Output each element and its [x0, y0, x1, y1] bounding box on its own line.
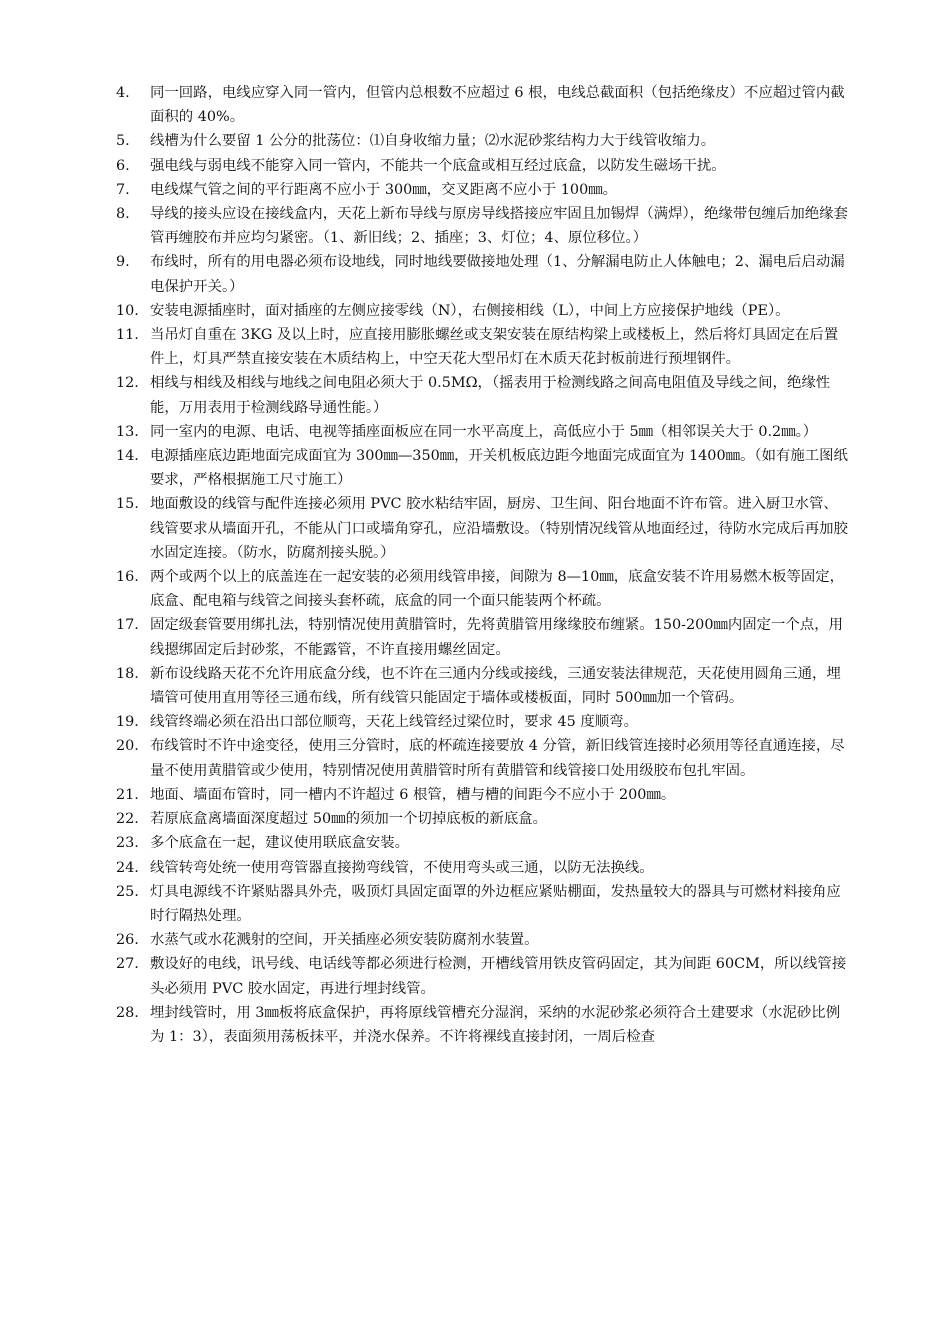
item-number: 20. [116, 738, 139, 755]
list-item [116, 323, 851, 371]
item-text: 多个底盒在一起，建议使用联底盒安装。 [150, 835, 410, 852]
list-item [116, 952, 851, 1000]
item-text: 敷设好的电线，讯号线、电话线等都必须进行检测，开槽线管用铁皮管码固定，其为间距 60CM，所以线管接头必须用 PVC 胶水固定，再进行埋封线管。 [150, 956, 847, 997]
item-number: 16. [116, 569, 139, 586]
list-item [116, 613, 851, 661]
item-text: 线管终端必须在沿出口部位顺弯，天花上线管经过梁位时，要求 45 度顺弯。 [150, 714, 638, 731]
item-number: 23. [116, 835, 139, 852]
list-item [116, 444, 851, 492]
item-number: 22. [116, 811, 139, 828]
item-number: 7. [116, 181, 130, 198]
list-item [116, 710, 851, 734]
item-text: 电源插座底边距地面完成面宜为 300㎜—350㎜，开关机板底边距今地面完成面宜为 1400㎜。（如有施工图纸要求，严格根据施工尺寸施工） [150, 448, 848, 489]
item-number: 15. [116, 496, 139, 513]
list-item [116, 492, 851, 565]
list-item [116, 371, 851, 419]
item-number: 10. [116, 302, 139, 319]
item-text: 灯具电源线不许紧贴器具外壳，吸顶灯具固定面罩的外边框应紧贴棚面，发热量较大的器具与可燃材料接角应时行隔热处理。 [150, 883, 841, 924]
list-item [116, 662, 851, 710]
item-text: 相线与相线及相线与地线之间电阻必须大于 0.5MΩ，（摇表用于检测线路之间高电阻值及导线之间，绝缘性能，万用表用于检测线路导通性能。） [150, 375, 831, 416]
list-item [116, 129, 851, 153]
item-text: 两个或两个以上的底盖连在一起安装的必须用线管串接，间隙为 8—10㎜，底盒安装不许用易燃木板等固定，底盒、配电箱与线管之间接头套杯疏，底盒的同一个面只能装两个杯疏。 [150, 569, 845, 610]
item-number: 6. [116, 157, 130, 174]
item-text: 固定级套管要用绑扎法，特别情况使用黄腊管时，先将黄腊管用缘缘胶布缠紧。150-200㎜内固定一个点，用线摁绑固定后封砂浆，不能露管，不许直接用螺丝固定。 [150, 617, 843, 658]
item-number: 13. [116, 423, 139, 440]
item-text: 布线管时不许中途变径，使用三分管时，底的杯疏连接要放 4 分管，新旧线管连接时必须用等径直通连接，尽量不使用黄腊管或少使用，特别情况使用黄腊管时所有黄腊管和线管接口处用级胶布包扎牢固。 [150, 738, 845, 779]
item-number: 21. [116, 786, 139, 803]
list-item [116, 299, 851, 323]
item-text: 地面敷设的线管与配件连接必须用 PVC 胶水粘结牢固，厨房、卫生间、阳台地面不许布管。进入厨卫水管、线管要求从墙面开孔，不能从门口或墙角穿孔，应沿墙敷设。（特别情况线管从地面经过，待防水完成后再加胶水固定连接。（防水，防腐剂接头脱。） [150, 496, 848, 561]
list-item [116, 420, 851, 444]
item-text: 水蒸气或水花溅射的空间，开关插座必须安装防腐剂水装置。 [150, 932, 539, 949]
item-text: 安装电源插座时，面对插座的左侧应接零线（N），右侧接相线（L），中间上方应接保护地线（PE）。 [150, 302, 790, 319]
item-text: 线槽为什么要留 1 公分的批荡位：⑴自身收缩力量；⑵水泥砂浆结构力大于线管收缩力。 [150, 133, 716, 150]
item-text: 线管转弯处统一使用弯管器直接拗弯线管，不使用弯头或三通，以防无法换线。 [150, 859, 654, 876]
list-item [116, 250, 851, 298]
list-item [116, 202, 851, 250]
item-text: 电线煤气管之间的平行距离不应小于 300㎜，交叉距离不应小于 100㎜。 [150, 181, 618, 198]
list-item [116, 928, 851, 952]
item-number: 4. [116, 85, 130, 101]
list-item [116, 154, 851, 178]
list-item [116, 856, 851, 880]
list-item [116, 178, 851, 202]
item-number: 25. [116, 883, 139, 900]
item-number: 5. [116, 133, 130, 150]
item-text: 同一室内的电源、电话、电视等插座面板应在同一水平高度上，高低应小于 5㎜（相邻误关大于 0.2㎜。） [150, 423, 818, 440]
list-item [116, 1001, 851, 1049]
item-text: 布线时，所有的用电器必须布设地线，同时地线要做接地处理（1、分解漏电防止人体触电；2、漏电后启动漏电保护开关。） [150, 254, 845, 295]
item-text: 新布设线路天花不允许用底盒分线，也不许在三通内分线或接线，三通安装法律规范，天花使用圆角三通，埋墙管可使用直用等径三通布线，所有线管只能固定于墙体或楼板面，同时 500㎜加一个管码。 [150, 665, 841, 707]
item-number: 14. [116, 448, 139, 465]
item-number: 24. [116, 859, 139, 876]
item-text: 同一回路，电线应穿入同一管内，但管内总根数不应超过 6 根，电线总截面积（包括绝缘皮）不应超过管内截面积的 40%。 [150, 85, 845, 126]
list-item [116, 81, 851, 129]
item-number: 17. [116, 617, 139, 634]
item-text: 埋封线管时，用 3㎜板将底盒保护，再将原线管槽充分湿润，采纳的水泥砂浆必须符合土建要求（水泥砂比例为 1：3），表面须用荡板抹平，并浇水保养。不许将裸线直接封闭，一周后检查 [150, 1004, 841, 1045]
list-item [116, 831, 851, 855]
item-text: 若原底盒离墙面深度超过 50㎜的须加一个切掉底板的新底盒。 [150, 811, 548, 828]
item-number: 28. [116, 1004, 139, 1021]
item-number: 27. [116, 956, 139, 973]
item-number: 19. [116, 714, 139, 731]
list-item [116, 565, 851, 613]
item-text: 导线的接头应设在接线盒内，天花上新布导线与原房导线搭接应牢固且加锡焊（满焊），绝缘带包缠后加绝缘套管再缠胶布并应均匀紧密。（1、新旧线；2、插座；3、灯位；4、原位移位。） [150, 206, 848, 247]
item-number: 12. [116, 375, 139, 392]
list-item [116, 783, 851, 807]
numbered-list [116, 81, 851, 1049]
item-text: 强电线与弱电线不能穿入同一管内，不能共一个底盒或相互经过底盒，以防发生磁场干扰。 [150, 157, 726, 174]
list-item [116, 734, 851, 782]
item-number: 8. [116, 206, 130, 223]
item-text: 地面、墙面布管时，同一槽内不许超过 6 根管，槽与槽的间距今不应小于 200㎜。 [150, 786, 676, 803]
list-item [116, 807, 851, 831]
item-number: 9. [116, 254, 130, 271]
item-text: 当吊灯自重在 3KG 及以上时，应直接用膨胀螺丝或支架安装在原结构梁上或楼板上，然后将灯具固定在后置件上，灯具严禁直接安装在木质结构上，中空天花大型吊灯在木质天花封板前进行预埋钢件。 [150, 327, 839, 368]
item-number: 11. [116, 327, 139, 344]
list-item [116, 880, 851, 928]
item-number: 26. [116, 932, 139, 949]
item-number: 18. [116, 665, 139, 682]
